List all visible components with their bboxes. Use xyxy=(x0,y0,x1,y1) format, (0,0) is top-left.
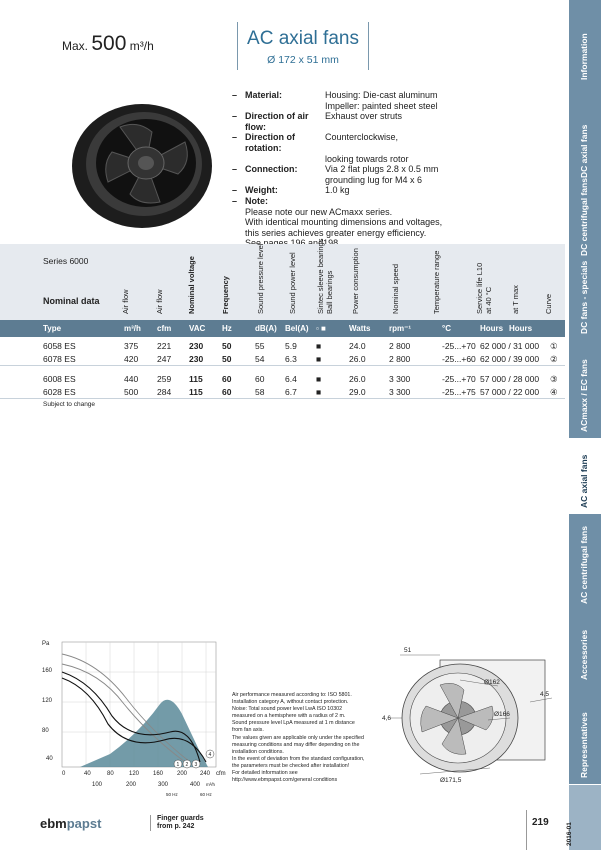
spec-row: – Direction of air flow: Exhaust over struts xyxy=(232,111,403,132)
spec-row: – Material: Housing: Die-cast aluminum xyxy=(232,90,438,100)
note-line: this series achieves greater energy efficiency. xyxy=(245,227,427,238)
page-number: 219 xyxy=(532,817,549,828)
col-header: Temperature range xyxy=(432,250,441,314)
table-cell: 29.0 xyxy=(349,387,366,397)
note-line: Installation category A, without contact protection. xyxy=(232,699,349,706)
table-cell: 375 xyxy=(124,341,139,351)
note-line: installation conditions. xyxy=(232,748,284,755)
section-tabs xyxy=(569,0,601,850)
table-cell: 2 800 xyxy=(389,341,411,351)
side-tab-label: Accessories xyxy=(579,629,589,680)
spec-row: – Connection: Via 2 flat plugs 2.8 x 0.5 mm xyxy=(232,164,439,175)
table-cell: 6058 ES xyxy=(43,341,76,351)
chart-notes xyxy=(232,692,400,784)
table-cell: -25...+60 xyxy=(442,354,476,364)
curve-label: 2 xyxy=(185,762,189,768)
table-cell: ■ xyxy=(316,374,322,384)
table-cell: 26.0 xyxy=(349,374,366,384)
table-cell: 6078 ES xyxy=(43,354,76,364)
x-tick: 200 xyxy=(177,771,188,777)
spec-list xyxy=(232,90,532,249)
col-header: at 40 °C xyxy=(484,286,493,314)
side-tab-label: Representatives xyxy=(579,712,589,778)
dimension-drawing xyxy=(380,640,560,790)
col-header: Service life L10 xyxy=(475,262,484,314)
note-line: With identical mounting dimensions and voltages, xyxy=(245,217,443,228)
table-cell: 259 xyxy=(157,374,172,384)
side-tab[interactable] xyxy=(569,686,601,785)
table-row xyxy=(0,386,565,399)
operating-range-area xyxy=(80,700,208,767)
col-header: Nominal voltage xyxy=(187,256,196,314)
table-cell: 50 xyxy=(222,354,232,364)
table-cell: 6.3 xyxy=(285,354,297,364)
x-tick: 0 xyxy=(62,771,66,777)
col-header: Sound pressure level xyxy=(256,243,265,314)
table-cell: 6.7 xyxy=(285,387,297,397)
spec-row: – Note: xyxy=(232,195,268,206)
table-cell: 57 000 / 28 000 xyxy=(480,374,540,384)
table-cell: 247 xyxy=(157,354,172,364)
units-row: Type m³/h cfm VAC Hz dB(A) Bel(A) ▫ ■ Watts rpm⁻¹ °C Hours Hours xyxy=(0,320,565,337)
legend-50hz: 50 Hz xyxy=(166,792,178,797)
table-cell: ■ xyxy=(316,387,322,397)
table-cell: 24.0 xyxy=(349,341,366,351)
side-tab-label: AC centrifugal fans xyxy=(579,526,589,604)
side-tab[interactable] xyxy=(569,514,601,611)
max-airflow: Max. 500 m³/h xyxy=(62,32,154,55)
table-cell: 500 xyxy=(124,387,139,397)
table-cell: 60 xyxy=(255,374,265,384)
spec-row: – Weight: 1.0 kg xyxy=(232,185,350,196)
x-tick-m3h: 300 xyxy=(158,782,169,788)
table-cell: 62 000 / 31 000 xyxy=(480,341,540,351)
table-cell: 6028 ES xyxy=(43,387,76,397)
table-cell: 284 xyxy=(157,387,172,397)
col-header: at T max xyxy=(511,285,520,314)
curve-label: 3 xyxy=(194,762,198,768)
table-cell: 230 xyxy=(189,354,204,364)
side-tab[interactable] xyxy=(569,438,601,515)
col-header: Sound power level xyxy=(288,252,297,314)
table-cell: ③ xyxy=(550,374,558,384)
note-line: measuring conditions and may differ depending on the xyxy=(232,741,360,748)
side-tab[interactable] xyxy=(569,340,601,439)
legend-60hz: 60 Hz xyxy=(200,792,212,797)
side-tab[interactable] xyxy=(569,86,601,185)
subject-to-change: Subject to change xyxy=(43,401,96,408)
dim-flange: 4,6 xyxy=(382,715,392,722)
table-cell: 62 000 / 39 000 xyxy=(480,354,540,364)
table-cell: 50 xyxy=(222,341,232,351)
col-header: Air flow xyxy=(155,289,164,314)
footer-divider xyxy=(526,810,527,850)
y-tick: 120 xyxy=(42,698,53,704)
x-tick: 240 xyxy=(200,771,211,777)
page-subtitle: Ø 172 x 51 mm xyxy=(267,54,339,66)
spec-row: Impeller: painted sheet steel xyxy=(325,100,438,111)
table-cell: 2 800 xyxy=(389,354,411,364)
spec-row: looking towards rotor xyxy=(325,153,409,164)
side-tab-label: AC axial fans xyxy=(579,454,589,508)
table-cell: 420 xyxy=(124,354,139,364)
table-cell: 6008 ES xyxy=(43,374,76,384)
col-header: Curve xyxy=(544,293,553,314)
note-line: For detailed information see xyxy=(232,770,298,777)
side-tab-label: DC axial fans xyxy=(579,124,589,178)
spec-row: grounding lug for M4 x 6 xyxy=(325,174,423,185)
table-cell: 115 xyxy=(189,374,203,384)
table-row xyxy=(0,353,565,366)
performance-chart xyxy=(40,632,230,802)
side-tab[interactable] xyxy=(569,610,601,687)
table-cell: 115 xyxy=(189,387,203,397)
nominal-data-label: Nominal data xyxy=(43,296,100,306)
table-cell: 60 xyxy=(222,374,232,384)
note-line: In the event of deviation from the standard configuration, xyxy=(232,755,365,762)
y-tick: 80 xyxy=(42,728,49,734)
table-cell: 6.4 xyxy=(285,374,297,384)
table-cell: 440 xyxy=(124,374,139,384)
col-header: Sintec sleeve bearings xyxy=(316,238,325,314)
fan-product-photo xyxy=(60,92,220,232)
table-cell: ① xyxy=(550,341,558,351)
side-tab[interactable] xyxy=(569,0,601,87)
page-title: AC axial fans xyxy=(247,28,359,49)
x-tick-m3h: 200 xyxy=(126,782,137,788)
note-line: measured on a hemisphere with a radius of 2 m. xyxy=(232,713,346,720)
table-cell: ④ xyxy=(550,387,558,397)
dim-outer-dia: Ø171,5 xyxy=(440,777,462,784)
x-tick: 120 xyxy=(129,771,140,777)
y-tick: 160 xyxy=(42,668,53,674)
table-cell: 55 xyxy=(255,341,265,351)
note-line: Air performance measured according to: ISO 5801. xyxy=(232,692,352,698)
x-tick: 160 xyxy=(153,771,164,777)
x-tick: 40 xyxy=(84,771,91,777)
col-header: Air flow xyxy=(121,289,130,314)
dim-depth: 51 xyxy=(404,647,412,654)
dim-inner-dia: Ø162 xyxy=(484,679,500,686)
x-tick-m3h: 100 xyxy=(92,782,103,788)
table-cell: 60 xyxy=(222,387,232,397)
brand-logo: ebmpapst xyxy=(40,816,102,831)
table-row xyxy=(0,373,565,385)
side-tab[interactable] xyxy=(569,262,601,341)
table-cell: 54 xyxy=(255,354,265,364)
side-tab-label: Information xyxy=(579,33,589,80)
spec-row: – Direction of rotation: Counterclockwise, xyxy=(232,132,399,153)
finger-guards-ref: Finger guards from p. 242 xyxy=(150,815,204,831)
table-cell: 230 xyxy=(189,341,204,351)
col-header: Ball bearings xyxy=(325,270,334,314)
curve-label: 1 xyxy=(176,762,180,768)
max-airflow-value: 500 xyxy=(91,32,127,55)
curve-label: 4 xyxy=(208,752,212,758)
note-line: from fan axis. xyxy=(232,727,264,734)
note-line: http://www.ebmpapst.com/general conditions xyxy=(232,777,338,784)
table-row xyxy=(0,340,565,352)
dim-hole: 4,5 xyxy=(540,691,550,698)
table-cell: ■ xyxy=(316,341,322,351)
series-label: Series 6000 xyxy=(43,256,89,266)
table-cell: 58 xyxy=(255,387,265,397)
table-cell: 3 300 xyxy=(389,374,411,384)
side-tab-label: ACmaxx / EC fans xyxy=(579,359,589,432)
table-cell: ② xyxy=(550,354,558,364)
table-cell: 26.0 xyxy=(349,354,366,364)
side-tab-label: DC fans - specials xyxy=(579,260,589,334)
note-line: Noise: Total sound power level LwA ISO 10302 xyxy=(232,706,343,713)
y-tick: 40 xyxy=(46,756,53,762)
note-line: the parameters must be checked after installation! xyxy=(232,762,350,769)
table-cell: ■ xyxy=(316,354,322,364)
edition-date: 2016-01 xyxy=(566,822,573,846)
side-tab-label: DC centrifugal fans xyxy=(579,178,589,256)
note-line: Please note our new ACmaxx series. xyxy=(245,206,393,217)
table-cell: -25...+70 xyxy=(442,341,476,351)
y-unit-pa: Pa xyxy=(42,641,50,647)
note-line: Sound pressure level LpA measured at 1 m distance xyxy=(232,720,355,727)
page-title-box xyxy=(237,22,369,70)
table-cell: 221 xyxy=(157,341,172,351)
table-cell: 5.9 xyxy=(285,341,297,351)
col-header: Power consumption xyxy=(351,248,360,314)
col-header: Nominal speed xyxy=(391,263,400,314)
table-cell: 57 000 / 22 000 xyxy=(480,387,540,397)
table-cell: -25...+75 xyxy=(442,387,476,397)
x-tick: 80 xyxy=(107,771,114,777)
x-unit: cfm xyxy=(216,771,226,777)
table-cell: -25...+70 xyxy=(442,374,476,384)
table-cell: 3 300 xyxy=(389,387,411,397)
x-tick-m3h: 400 xyxy=(190,782,201,788)
x-unit-m3h: m³/h xyxy=(206,782,215,787)
dim-mounting-dia: Ø166 xyxy=(494,711,510,718)
side-tab[interactable] xyxy=(569,178,601,263)
note-line: The values given are applicable only under the specified xyxy=(232,734,364,741)
col-header: Frequency xyxy=(221,276,230,314)
